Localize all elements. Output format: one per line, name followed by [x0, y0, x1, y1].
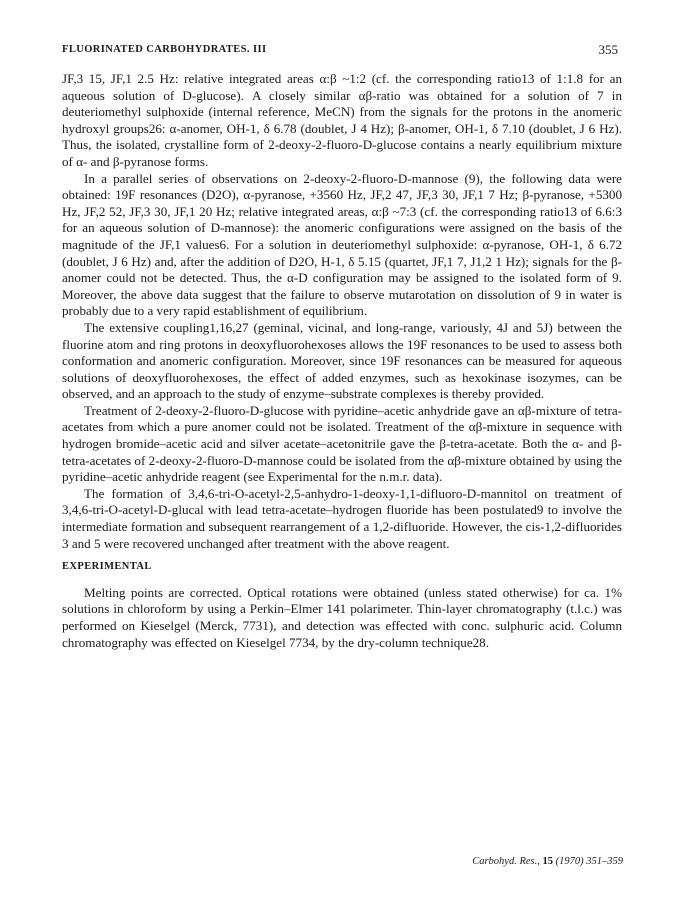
footer-volume: 15: [542, 856, 553, 867]
footer-journal: Carbohyd. Res.,: [472, 856, 540, 867]
paragraph-tetra-acetates: Treatment of 2-deoxy-2-fluoro-D-glucose with pyridine–acetic anhydride gave an αβ-mixture of tetra-acetates from which a pure anomer could not be isolated. Treatment of the αβ-mixture in sequence with hydrogen bromide–acetic acid and silver acetate–acetonitrile gave the β-tetra-acetate. Both the α- and β-tetra-acetates of 2-deoxy-2-fluoro-D-mannose could be isolated from the αβ-mixture obtained by using the pyridine–acetic anhydride reagent (see Experimental for the n.m.r. data).: [62, 402, 622, 485]
running-head-title: FLUORINATED CARBOHYDRATES. III: [62, 44, 267, 55]
paragraph-continuation: JF,3 15, JF,1 2.5 Hz: relative integrated areas α:β ~1:2 (cf. the corresponding ratio13 of 1:1.8 for an aqueous solution of D-glucose). A closely similar αβ-ratio was obtained for a solution of 7 in deuteriomethyl sulphoxide (internal reference, MeCN) from the signals for the protons in the anomeric hydroxyl groups26: α-anomer, OH-1, δ 6.78 (doublet, J 4 Hz); β-anomer, OH-1, δ 7.10 (doublet, J 6 Hz). Thus, the isolated, crystalline form of 2-deoxy-2-fluoro-D-glucose contains a nearly equilibrium mixture of α- and β-pyranose forms.: [62, 71, 622, 169]
section-heading-experimental: EXPERIMENTAL: [62, 561, 152, 573]
paragraph-experimental: Melting points are corrected. Optical rotations were obtained (unless stated otherwise) for ca. 1% solutions in chloroform by using a Perkin–Elmer 141 polarimeter. Thin-layer chromatography (t.l.c.) was performed on Kieselgel (Merck, 7731), and detection was effected with conc. sulphuric acid. Column chromatography was effected on Kieselgel 7734, by the dry-column technique28.: [62, 584, 622, 650]
paragraph-mannose-observations: In a parallel series of observations on 2-deoxy-2-fluoro-D-mannose (9), the following data were obtained: 19F resonances (D2O), α-pyranose, +3560 Hz, JF,2 47, JF,3 30, JF,1 7 Hz; β-pyranose, +5300 Hz, JF,2 52, JF,3 30, JF,1 20 Hz; relative integrated areas, α:β ~7:3 (cf. the corresponding ratio13 of 6.6:3 for an aqueous solution of D-mannose): the anomeric configurations were assigned on the basis of the magnitude of the JF,1 values6. For a solution in deuteriomethyl sulphoxide: α-pyranose, OH-1, δ 6.72 (doublet, J 6 Hz) and, after the addition of D2O, H-1, δ 5.15 (quartet, JF,1 7, J1,2 1 Hz); signals for the β-anomer could not be detected. Thus, the α-D configuration may be assigned to the isolated form of 9. Moreover, the above data suggest that the failure to observe mutarotation on dissolution of 9 in water is probably due to a very rapid establishment of equilibrium.: [62, 170, 622, 319]
footer-years-pages: (1970) 351–359: [555, 856, 623, 867]
journal-citation-footer: [472, 856, 623, 867]
paragraph-difluorides: The formation of 3,4,6-tri-O-acetyl-2,5-anhydro-1-deoxy-1,1-difluoro-D-mannitol on treatment of 3,4,6-tri-O-acetyl-D-glucal with lead tetra-acetate–hydrogen fluoride has been postulated9 to involve the intermediate formation and subsequent rearrangement of a 1,2-difluoride. However, the cis-1,2-difluorides 3 and 5 were recovered unchanged after treatment with the above reagent.: [62, 485, 622, 551]
paragraph-coupling: The extensive coupling1,16,27 (geminal, vicinal, and long-range, variously, 4J and 5J) between the fluorine atom and ring protons in deoxyfluorohexoses allows the 19F resonances to be used to assess both conformation and anomeric configuration. Moreover, since 19F resonances can be measured for aqueous solutions of deoxyfluorohexoses, the effect of added enzymes, such as hexokinase isozymes, can be observed, and an approach to the study of enzyme–substrate complexes is thereby provided.: [62, 319, 622, 402]
body-text: [62, 71, 622, 651]
running-head: [62, 44, 620, 60]
page-number: 355: [598, 42, 618, 57]
